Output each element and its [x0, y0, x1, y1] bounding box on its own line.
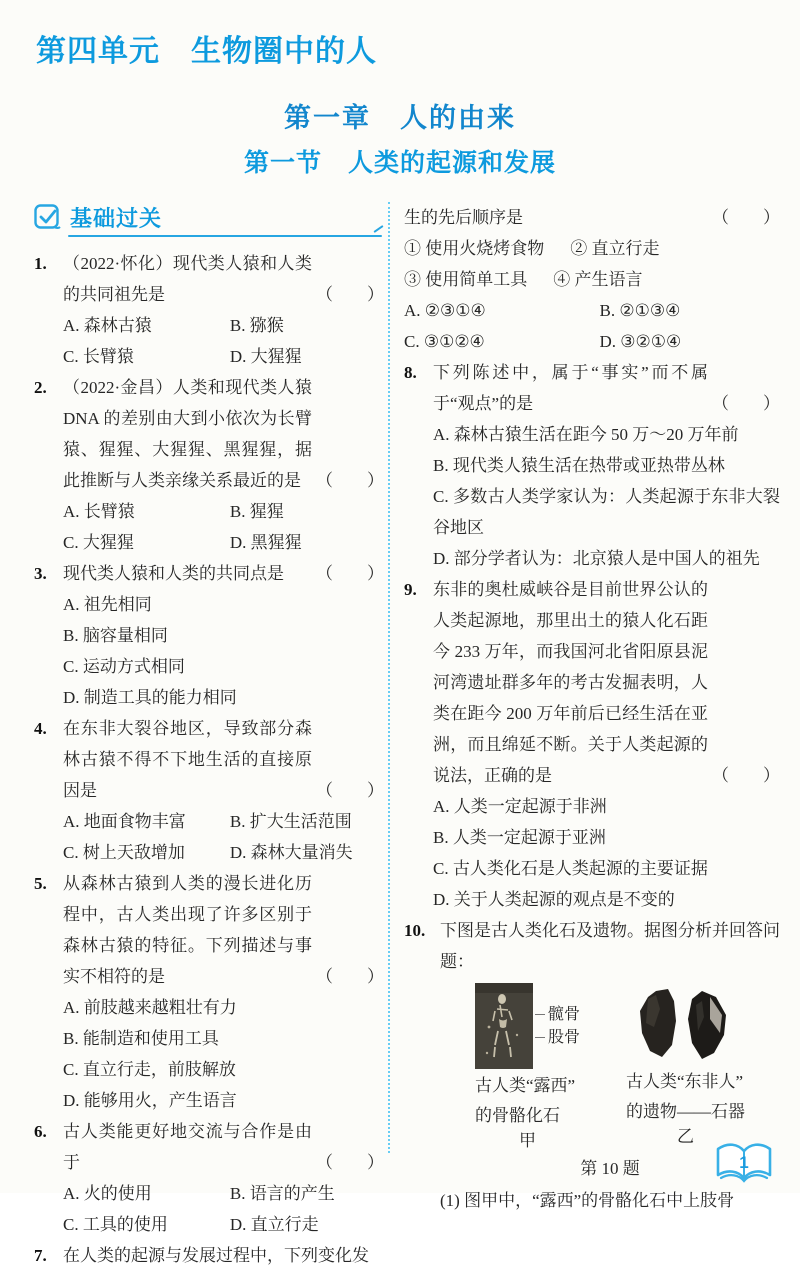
- left-column: [34, 202, 384, 1265]
- basics-section-header: [34, 202, 384, 244]
- question-stem: 从森林古猿到人类的漫长进化历程中，古人类出现了许多区别于森林古猿的特征。下列描述与事实不相符的是: [63, 874, 312, 986]
- option-d: D. 关于人类起源的观点是不变的: [433, 890, 675, 909]
- option-b: B. 猩猩: [229, 502, 284, 521]
- hip-bone-label: 髋骨: [535, 1003, 580, 1026]
- checkbox-check-icon: [34, 204, 61, 231]
- question-number: 1.: [34, 254, 47, 273]
- two-column-body: [34, 202, 780, 1265]
- question-number: 3.: [34, 564, 47, 583]
- step-2: ② 直立行走: [570, 239, 660, 258]
- figure-yi: [626, 983, 745, 1153]
- question-number: 2.: [34, 378, 47, 397]
- option-c: C. 树上天敌增加: [63, 843, 185, 862]
- option-b: B. ②①③④: [599, 301, 681, 320]
- option-a: A. 森林古猿生活在距今 50 万～20 万年前: [433, 425, 739, 444]
- answer-bracket: （ ）: [316, 967, 384, 986]
- question-number: 8.: [404, 363, 417, 382]
- section-underline-tick: [373, 225, 383, 233]
- figure-jia-caption-line2: 的骨骼化石: [474, 1106, 560, 1125]
- option-a: A. 森林古猿: [63, 316, 152, 335]
- question-stem: （2022·金昌）人类和现代类人猿 DNA 的差别由大到小依次为长臂猿、猩猩、大猩猩、黑猩猩，据此推断与人类亲缘关系最近的是: [63, 378, 312, 490]
- option-c: C. 多数古人类学家认为：人类起源于东非大裂谷地区: [433, 487, 780, 537]
- figure-jia: [475, 983, 580, 1153]
- question-stem: 生的先后顺序是: [404, 208, 523, 227]
- question-7-continued: [404, 202, 780, 357]
- question-number: 7.: [34, 1246, 47, 1265]
- option-b: B. 现代类人猿生活在热带或亚热带丛林: [433, 456, 725, 475]
- section-title: 第一节 人类的起源和发展: [243, 149, 556, 177]
- femur-label: 股骨: [535, 1026, 580, 1049]
- question-7: [34, 1240, 384, 1271]
- question-number: 10.: [404, 921, 426, 940]
- answer-bracket: （ ）: [712, 766, 780, 785]
- option-d: D. 黑猩猩: [229, 533, 302, 552]
- chapter-title: 第一章 人的由来: [284, 103, 516, 133]
- option-d: D. 制造工具的能力相同: [63, 688, 237, 707]
- question-5: [34, 868, 384, 1116]
- question-number: 6.: [34, 1122, 47, 1141]
- step-1: ① 使用火烧烤食物: [404, 239, 545, 258]
- option-c: C. 工具的使用: [63, 1215, 168, 1234]
- figure-jia-caption-line1: 古人类“露西”: [474, 1076, 576, 1095]
- question-stem: 下图是古人类化石及遗物。据图分析并回答问题：: [440, 921, 780, 971]
- answer-bracket: （ ）: [712, 208, 780, 227]
- option-d: D. 森林大量消失: [229, 843, 353, 862]
- question-6: [34, 1116, 384, 1240]
- option-a: A. 祖先相同: [63, 595, 152, 614]
- question-stem: 在东非大裂谷地区，导致部分森林古猿不得不下地生活的直接原因是: [63, 719, 312, 800]
- question-8: [404, 357, 780, 574]
- option-b: B. 猕猴: [229, 316, 284, 335]
- stone-tools-image: [626, 987, 738, 1065]
- answer-bracket: （ ）: [316, 1153, 384, 1172]
- option-a: A. ②③①④: [404, 301, 486, 320]
- question-2: [34, 372, 384, 558]
- question-3: [34, 558, 384, 713]
- option-c: C. 运动方式相同: [63, 657, 185, 676]
- question-stem: 古人类能更好地交流与合作是由于: [63, 1122, 312, 1172]
- section-underline: [68, 235, 382, 237]
- column-divider: [388, 202, 390, 1153]
- question-stem: 现代类人猿和人类的共同点是: [63, 564, 284, 583]
- option-a: A. 地面食物丰富: [63, 812, 186, 831]
- unit-title: 第四单元 生物圈中的人: [36, 35, 377, 68]
- option-c: C. 大猩猩: [63, 533, 134, 552]
- question-stem: 在人类的起源与发展过程中，下列变化发: [63, 1246, 369, 1265]
- lucy-skeleton-fossil-image: [475, 983, 533, 1069]
- option-c: C. 古人类化石是人类起源的主要证据: [433, 859, 708, 878]
- question-number: 9.: [404, 580, 417, 599]
- option-c: C. 直立行走，前肢解放: [63, 1060, 236, 1079]
- option-d: D. 直立行走: [229, 1215, 319, 1234]
- figure-label: 第 10 题: [580, 1159, 640, 1178]
- option-b: B. 语言的产生: [229, 1184, 335, 1203]
- step-4: ④ 产生语言: [553, 270, 643, 289]
- answer-bracket: （ ）: [316, 285, 384, 304]
- question-number: 4.: [34, 719, 47, 738]
- option-a: A. 火的使用: [63, 1184, 152, 1203]
- figure-yi-tag: 乙: [677, 1127, 694, 1146]
- option-a: A. 人类一定起源于非洲: [433, 797, 607, 816]
- option-b: B. 扩大生活范围: [229, 812, 352, 831]
- option-d: D. ③②①④: [599, 332, 682, 351]
- option-c: C. 长臂猿: [63, 347, 134, 366]
- option-a: A. 前肢越来越粗壮有力: [63, 998, 237, 1017]
- question-number: 5.: [34, 874, 47, 893]
- step-3: ③ 使用简单工具: [404, 270, 528, 289]
- question-4: [34, 713, 384, 868]
- figure-yi-caption-line1: 古人类“东非人”: [626, 1072, 744, 1091]
- sub-question-1: (1) 图甲中，“露西”的骨骼化石中上肢骨: [440, 1191, 735, 1210]
- question-stem: 下列陈述中，属于“事实”而不属于“观点”的是: [433, 363, 708, 413]
- figure-jia-tag: 甲: [518, 1131, 536, 1150]
- option-b: B. 人类一定起源于亚洲: [433, 828, 606, 847]
- answer-bracket: （ ）: [316, 471, 384, 490]
- question-stem: （2022·怀化）现代类人猿和人类的共同祖先是: [63, 254, 312, 304]
- answer-bracket: （ ）: [316, 564, 384, 583]
- question-9: [404, 574, 780, 915]
- question-10-figure: [440, 983, 780, 1153]
- question-stem: 东非的奥杜威峡谷是目前世界公认的人类起源地，那里出土的猿人化石距今 233 万年，而我国河北省阳原县泥河湾遗址群多年的考古发掘表明，人类在距今 200 万年前后已经生活在亚洲，而且绵延不断。关于人类起源的说法，正确的是: [433, 580, 708, 785]
- option-d: D. 大猩猩: [229, 347, 302, 366]
- option-d: D. 能够用火，产生语言: [63, 1091, 237, 1110]
- answer-bracket: （ ）: [316, 781, 384, 800]
- option-b: B. 脑容量相同: [63, 626, 168, 645]
- answer-bracket: （ ）: [712, 394, 780, 413]
- option-a: A. 长臂猿: [63, 502, 135, 521]
- option-b: B. 能制造和使用工具: [63, 1029, 219, 1048]
- basics-section-label: 基础过关: [70, 206, 163, 231]
- page-number: 1: [739, 1153, 749, 1172]
- question-1: [34, 248, 384, 372]
- figure-yi-caption-line2: 的遗物——石器: [626, 1102, 745, 1121]
- right-column: [404, 202, 780, 1210]
- option-d: D. 部分学者认为：北京猿人是中国人的祖先: [433, 549, 760, 568]
- option-c: C. ③①②④: [404, 332, 485, 351]
